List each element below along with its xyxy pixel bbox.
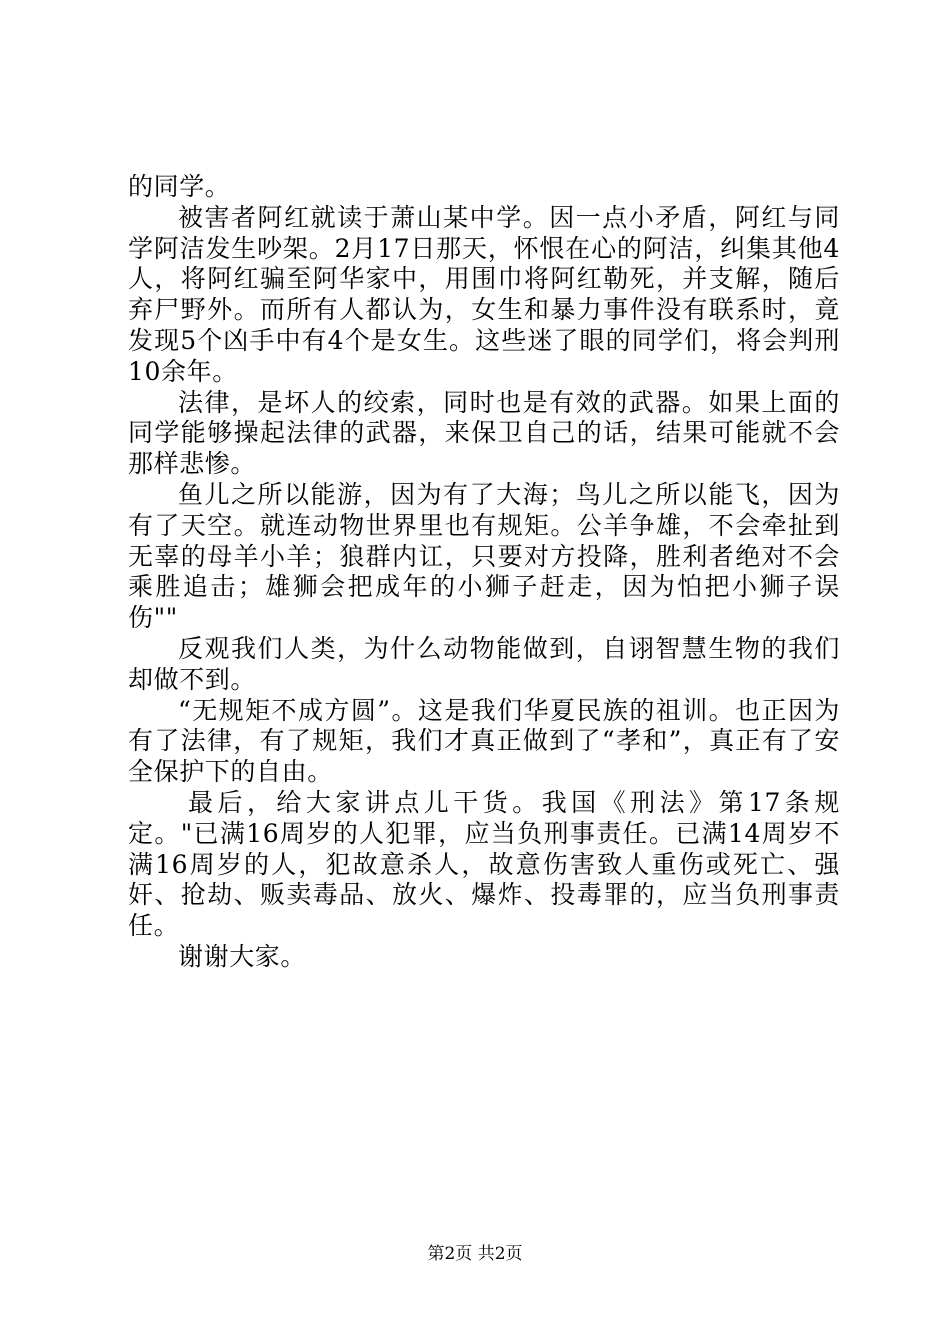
paragraph-human-reflection: 反观我们人类，为什么动物能做到，自诩智慧生物的我们却做不到。 [128,633,840,694]
paragraph-case-description: 被害者阿红就读于萧山某中学。因一点小矛盾，阿红与同学阿洁发生吵架。2月17日那天，怀恨在心的阿洁，纠集其他4人，将阿红骗至阿华家中，用围巾将阿红勒死，并支解，随后弃尸野外。而所有人都认为，女生和暴力事件没有联系时，竟发现5个凶手中有4个是女生。这些迷了眼的同学们，将会判刑10余年。 [128,202,840,386]
paragraph-law-weapon: 法律，是坏人的绞索，同时也是有效的武器。如果上面的同学能够操起法律的武器，来保卫自己的话，结果可能就不会那样悲惨。 [128,387,840,479]
paragraph-criminal-law: 最后，给大家讲点儿干货。我国《刑法》第17条规定。"已满16周岁的人犯罪，应当负刑事责任。已满14周岁不满16周岁的人，犯故意杀人，故意伤害致人重伤或死亡、强奸、抢劫、贩卖毒品、放火、爆炸、投毒罪的，应当负刑事责任。 [128,787,840,941]
paragraph-continuation: 的同学。 [128,172,231,201]
paragraph-thanks: 谢谢大家。 [178,941,307,971]
paragraph-animal-rules: 鱼儿之所以能游，因为有了大海；鸟儿之所以能飞，因为有了天空。就连动物世界里也有规矩。公羊争雄，不会牵扯到无辜的母羊小羊；狼群内讧，只要对方投降，胜利者绝对不会乘胜追击；雄狮会把成年的小狮子赶走，因为怕把小狮子误伤"" [128,479,840,633]
page-number-footer: 第2页 共2页 [427,1244,523,1264]
document-body [128,172,840,973]
paragraph-ancestral-motto: “无规矩不成方圆”。这是我们华夏民族的祖训。也正因为有了法律，有了规矩，我们才真正做到了“孝和”，真正有了安全保护下的自由。 [128,695,840,787]
